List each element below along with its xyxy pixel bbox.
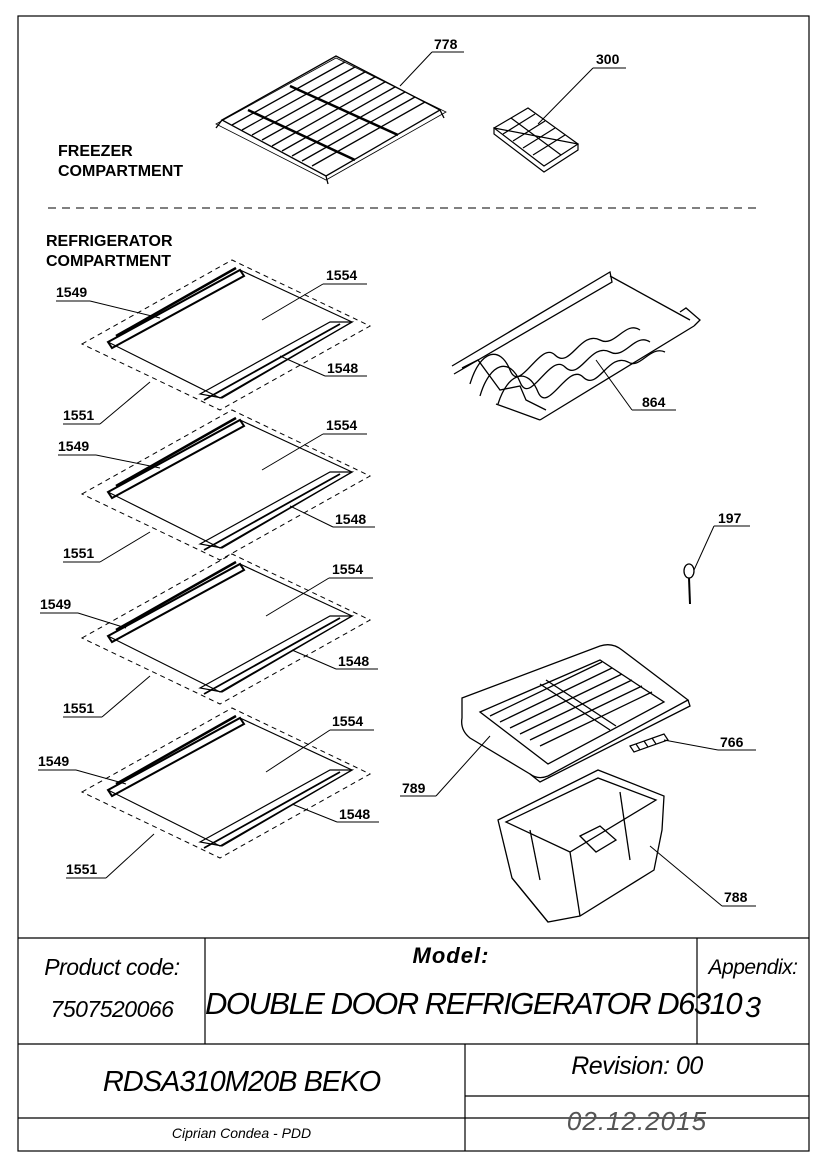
callout-1551: 1551 <box>63 407 95 423</box>
callout-300: 300 <box>596 51 620 67</box>
refrigerator-label-line2: COMPARTMENT <box>46 253 172 270</box>
sku: RDSA310M20B BEKO <box>102 1066 381 1098</box>
callout-1548: 1548 <box>339 806 371 822</box>
humidity-slider <box>630 734 668 752</box>
date: 02.12.2015 <box>566 1106 708 1136</box>
callout-1551: 1551 <box>63 545 95 561</box>
freezer-wire-shelf <box>216 56 446 184</box>
revision: Revision: 00 <box>571 1052 703 1080</box>
callout-197: 197 <box>718 510 742 526</box>
callout-1549: 1549 <box>58 438 90 454</box>
author: Ciprian Condea - PDD <box>171 1125 312 1141</box>
product-code-label: Product code: <box>44 954 180 980</box>
callout-1554: 1554 <box>326 417 358 433</box>
callout-1548: 1548 <box>338 653 370 669</box>
appendix-label: Appendix: <box>708 956 798 979</box>
product-code: 7507520066 <box>50 996 174 1022</box>
callout-864: 864 <box>642 394 666 410</box>
freezer-label-line1: FREEZER <box>58 143 133 160</box>
callout-1554: 1554 <box>332 713 364 729</box>
freezer-label-line2: COMPARTMENT <box>58 163 184 180</box>
callout-1551: 1551 <box>63 700 95 716</box>
callout-1548: 1548 <box>335 511 367 527</box>
callout-1554: 1554 <box>326 267 358 283</box>
callout-788: 788 <box>724 889 748 905</box>
glass-shelf-3 <box>82 554 370 704</box>
model-name: DOUBLE DOOR REFRIGERATOR D6310 <box>205 986 742 1021</box>
freezer-label <box>58 142 183 182</box>
callout-1549: 1549 <box>40 596 72 612</box>
callout-1548: 1548 <box>327 360 359 376</box>
callout-778: 778 <box>434 36 458 52</box>
appendix-number: 3 <box>744 992 762 1024</box>
callout-1554: 1554 <box>332 561 364 577</box>
ice-tray <box>494 108 578 172</box>
callout-1551: 1551 <box>66 861 98 877</box>
callout-1549: 1549 <box>56 284 88 300</box>
callout-1549: 1549 <box>38 753 70 769</box>
callout-789: 789 <box>402 780 426 796</box>
small-clip-part <box>684 564 694 604</box>
refrigerator-label-line1: REFRIGERATOR <box>46 233 173 250</box>
glass-shelf-4 <box>82 708 370 858</box>
crisper-drawer <box>498 770 664 922</box>
crisper-cover <box>462 645 690 782</box>
model-label: Model: <box>412 943 490 968</box>
callout-766: 766 <box>720 734 744 750</box>
refrigerator-label <box>46 232 173 272</box>
